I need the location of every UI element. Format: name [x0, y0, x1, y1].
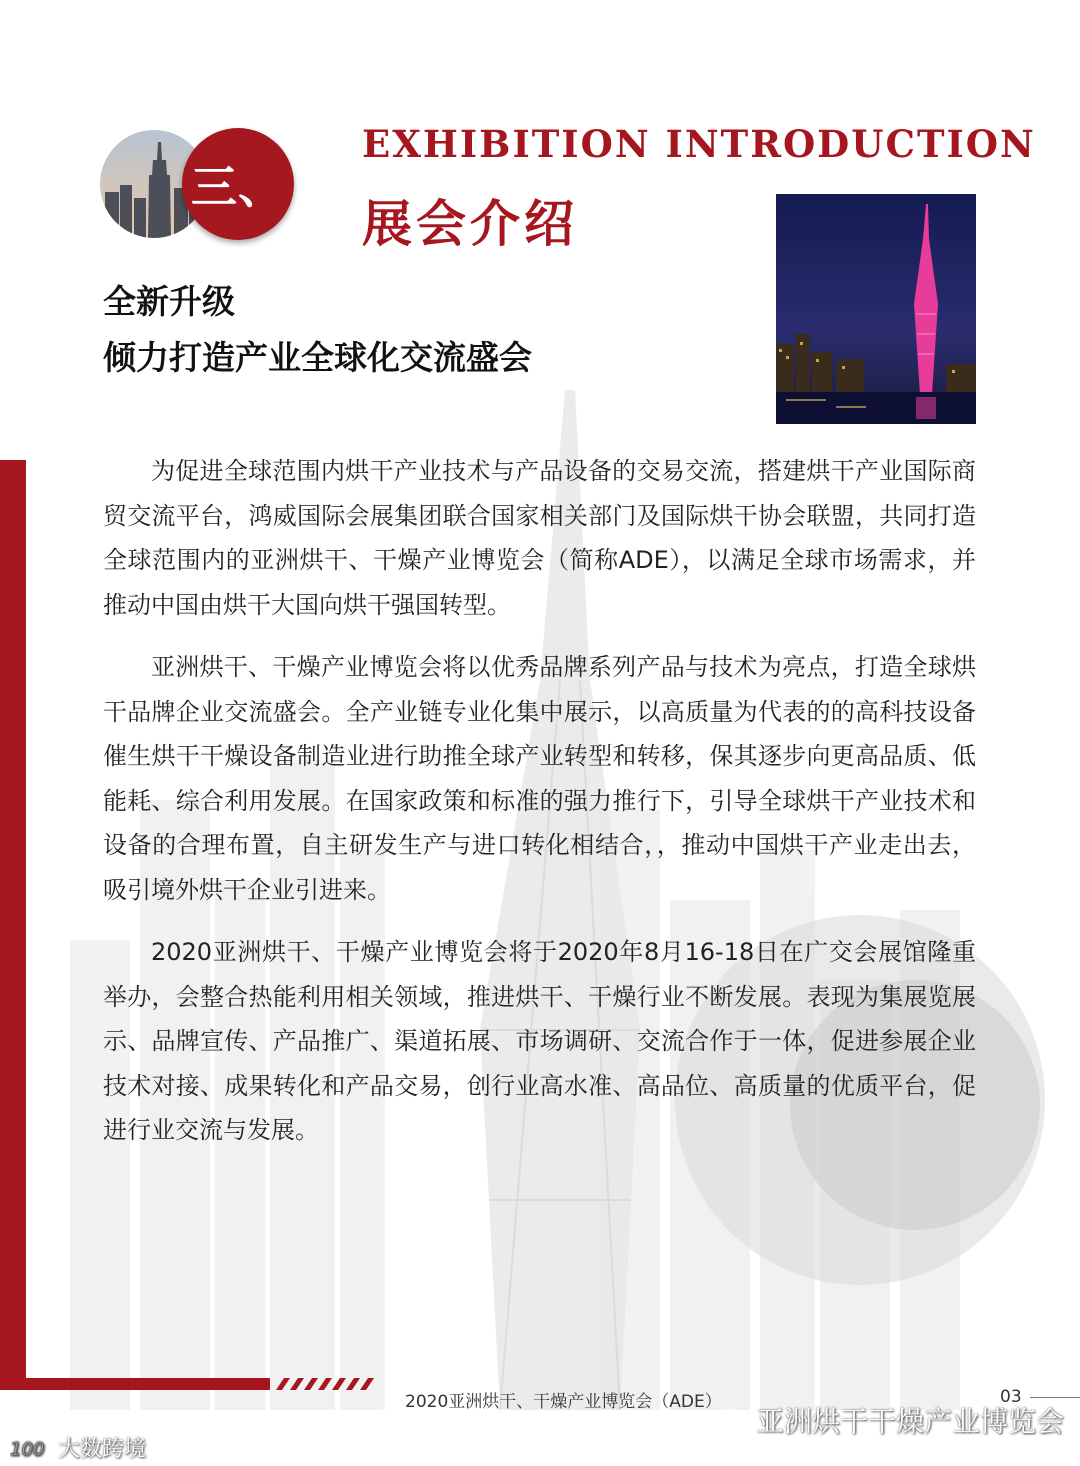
- site-watermark: [10, 1432, 146, 1463]
- bottom-stripes-decoration: [270, 1378, 380, 1390]
- site-logo-text: 大数跨境: [58, 1437, 147, 1462]
- svg-text:100: 100: [10, 1438, 45, 1459]
- wechat-icon: [718, 1407, 748, 1433]
- footer-title: 2020亚洲烘干、干燥产业博览会（ADE）: [405, 1392, 722, 1412]
- canton-tower-photo: [776, 194, 976, 424]
- page-number: 03: [1000, 1387, 1022, 1407]
- paragraph-3: 2020亚洲烘干、干燥产业博览会将于2020年8月16-18日在广交会展馆隆重举办，会整合热能利用相关领域，推进烘干、干燥行业不断发展。表现为集展览展示、品牌宣传、产品推广、渠道拓展、市场调研、交流合作于一体，促进参展企业技术对接、成果转化和产品交易，创行业高水准、高品位、高质量的优质平台，促进行业交流与发展。: [103, 938, 976, 1144]
- subtitle-line-1: 全新升级: [103, 282, 235, 321]
- section-number-badge: [182, 128, 294, 240]
- bottom-red-bar: [0, 1378, 270, 1390]
- title-english: EXHIBITION INTRODUCTION: [362, 122, 1036, 166]
- paragraph-2: 亚洲烘干、干燥产业博览会将以优秀品牌系列产品与技术为亮点，打造全球烘干品牌企业交流盛会。全产业链专业化集中展示，以高质量为代表的的高科技设备催生烘干干燥设备制造业进行助推全球产业转型和转移，保其逐步向更高品质、低能耗、综合利用发展。在国家政策和标准的强力推行下，引导全球烘干产业技术和设备的合理布置，自主研发生产与进口转化相结合，，推动中国烘干产业走出去，吸引境外烘干企业引进来。: [103, 653, 976, 904]
- wechat-account-name: 亚洲烘干干燥产业博览会: [756, 1405, 1065, 1438]
- paragraph-1: 为促进全球范围内烘干产业技术与产品设备的交易交流，搭建烘干产业国际商贸交流平台，鸿威国际会展集团联合国家相关部门及国际烘干协会联盟，共同打造全球范围内的亚洲烘干、干燥产业博览会（简称ADE），以满足全球市场需求，并推动中国由烘干大国向烘干强国转型。: [103, 457, 976, 619]
- body-content: [103, 449, 976, 1171]
- footer-divider: [1030, 1397, 1080, 1398]
- subtitle-line-2: 倾力打造产业全球化交流盛会: [103, 338, 532, 377]
- site-logo-icon: [10, 1437, 54, 1459]
- title-chinese: 展会介绍: [362, 195, 578, 253]
- section-number: 三、: [191, 160, 285, 214]
- left-red-bar: [0, 460, 26, 1390]
- wechat-watermark: [718, 1400, 1064, 1440]
